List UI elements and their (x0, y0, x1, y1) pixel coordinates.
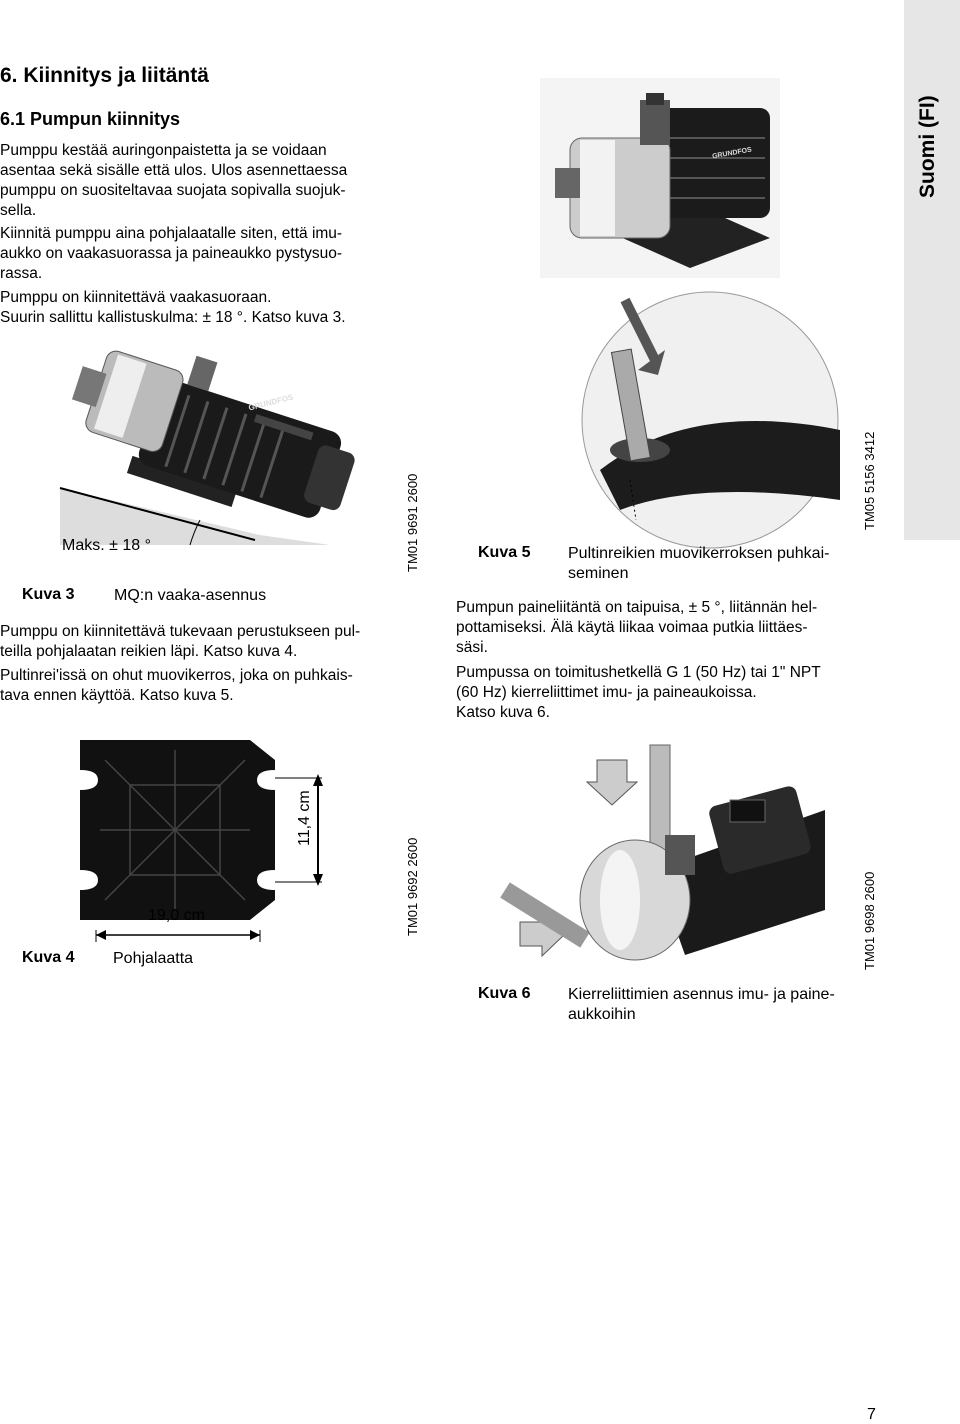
text-line: Pumpussa on toimitushetkellä G 1 (50 Hz) tai 1" NPT (456, 664, 821, 681)
plastic-layer-paragraph (0, 666, 430, 706)
angle-label: Maks. ± 18 ° (62, 537, 151, 554)
mounting-paragraph (0, 622, 430, 662)
text-line: aukko on vaakasuorassa ja paineaukko pystysuo- (0, 245, 343, 262)
text-line: asentaa sekä sisälle että ulos. Ulos asennettaessa (0, 162, 348, 179)
text-line: pottamiseksi. Älä käytä liikaa voimaa putkia liittäes- (456, 619, 808, 636)
intro-paragraph-3 (0, 288, 440, 328)
pump-upright-logo: GRUNDFOS (711, 146, 753, 161)
text-line: Kiinnitä pumppu aina pohjalaatalle siten, että imu- (0, 225, 343, 242)
text-line: Pumpun paineliitäntä on taipuisa, ± 5 °, liitännän hel- (456, 599, 818, 616)
bolt-hole-illustration (540, 280, 860, 540)
text-line: Katso kuva 6. (456, 704, 550, 721)
figure3-caption-number: Kuva 3 (22, 586, 75, 603)
base-plate-height: 11,4 cm (296, 790, 313, 846)
figure6-caption-number: Kuva 6 (478, 985, 531, 1002)
intro-paragraph-1 (0, 141, 420, 221)
caption-line: seminen (568, 565, 629, 582)
figure3-caption-text: MQ:n vaaka-asennus (114, 587, 267, 604)
section-title: 6. Kiinnitys ja liitäntä (0, 64, 209, 87)
language-tab (904, 0, 960, 540)
text-line: Pumppu on kiinnitettävä vaakasuoraan. (0, 289, 272, 306)
text-line: (60 Hz) kierreliittimet imu- ja paineaukoissa. (456, 684, 757, 701)
text-line: säsi. (456, 639, 488, 656)
caption-line: Kierreliittimien asennus imu- ja paine- (568, 986, 835, 1003)
page-number: 7 (867, 1406, 876, 1423)
text-line: Pumppu on kiinnitettävä tukevaan perustukseen pul- (0, 623, 361, 640)
figure5-caption-text (568, 544, 878, 584)
text-line: Pultinrei'issä on ohut muovikerros, joka on puhkais- (0, 667, 353, 684)
text-line: teilla pohjalaatan reikien läpi. Katso kuva 4. (0, 643, 298, 660)
subsection-title: 6.1 Pumpun kiinnitys (0, 109, 181, 129)
caption-line: aukkoihin (568, 1006, 636, 1023)
figure6-caption-text (568, 985, 888, 1025)
pump-tilted-illustration (0, 340, 420, 560)
text-line: Suurin sallittu kallistuskulma: ± 18 °. Katso kuva 3. (0, 309, 346, 326)
figure3-code: TM01 9691 2600 (405, 473, 420, 572)
connection-paragraph (456, 598, 896, 658)
base-plate-width: 19,0 cm (148, 907, 205, 924)
intro-paragraph-2 (0, 224, 420, 284)
text-line: rassa. (0, 265, 43, 282)
figure4-caption-text: Pohjalaatta (113, 950, 194, 967)
text-line: pumppu on suositeltavaa suojata sopivalla suojuk- (0, 182, 346, 199)
figure5-caption-number: Kuva 5 (478, 544, 531, 561)
text-line: Pumppu kestää auringonpaistetta ja se voidaan (0, 142, 327, 159)
figure6-code: TM01 9698 2600 (862, 871, 877, 970)
thread-paragraph (456, 663, 896, 723)
pump-upright-illustration (540, 78, 780, 278)
figure4-caption-number: Kuva 4 (22, 949, 75, 966)
caption-line: Pultinreikien muovikerroksen puhkai- (568, 545, 830, 562)
figure4-code: TM01 9692 2600 (405, 837, 420, 936)
figure5-code: TM05 5156 3412 (862, 431, 877, 530)
language-tab-label: Suomi (FI) (916, 95, 939, 198)
pump-brand-logo: GRUNDFOS (247, 392, 295, 413)
text-line: tava ennen käyttöä. Katso kuva 5. (0, 687, 234, 704)
text-line: sella. (0, 202, 37, 219)
pump-connectors-illustration (505, 740, 825, 970)
